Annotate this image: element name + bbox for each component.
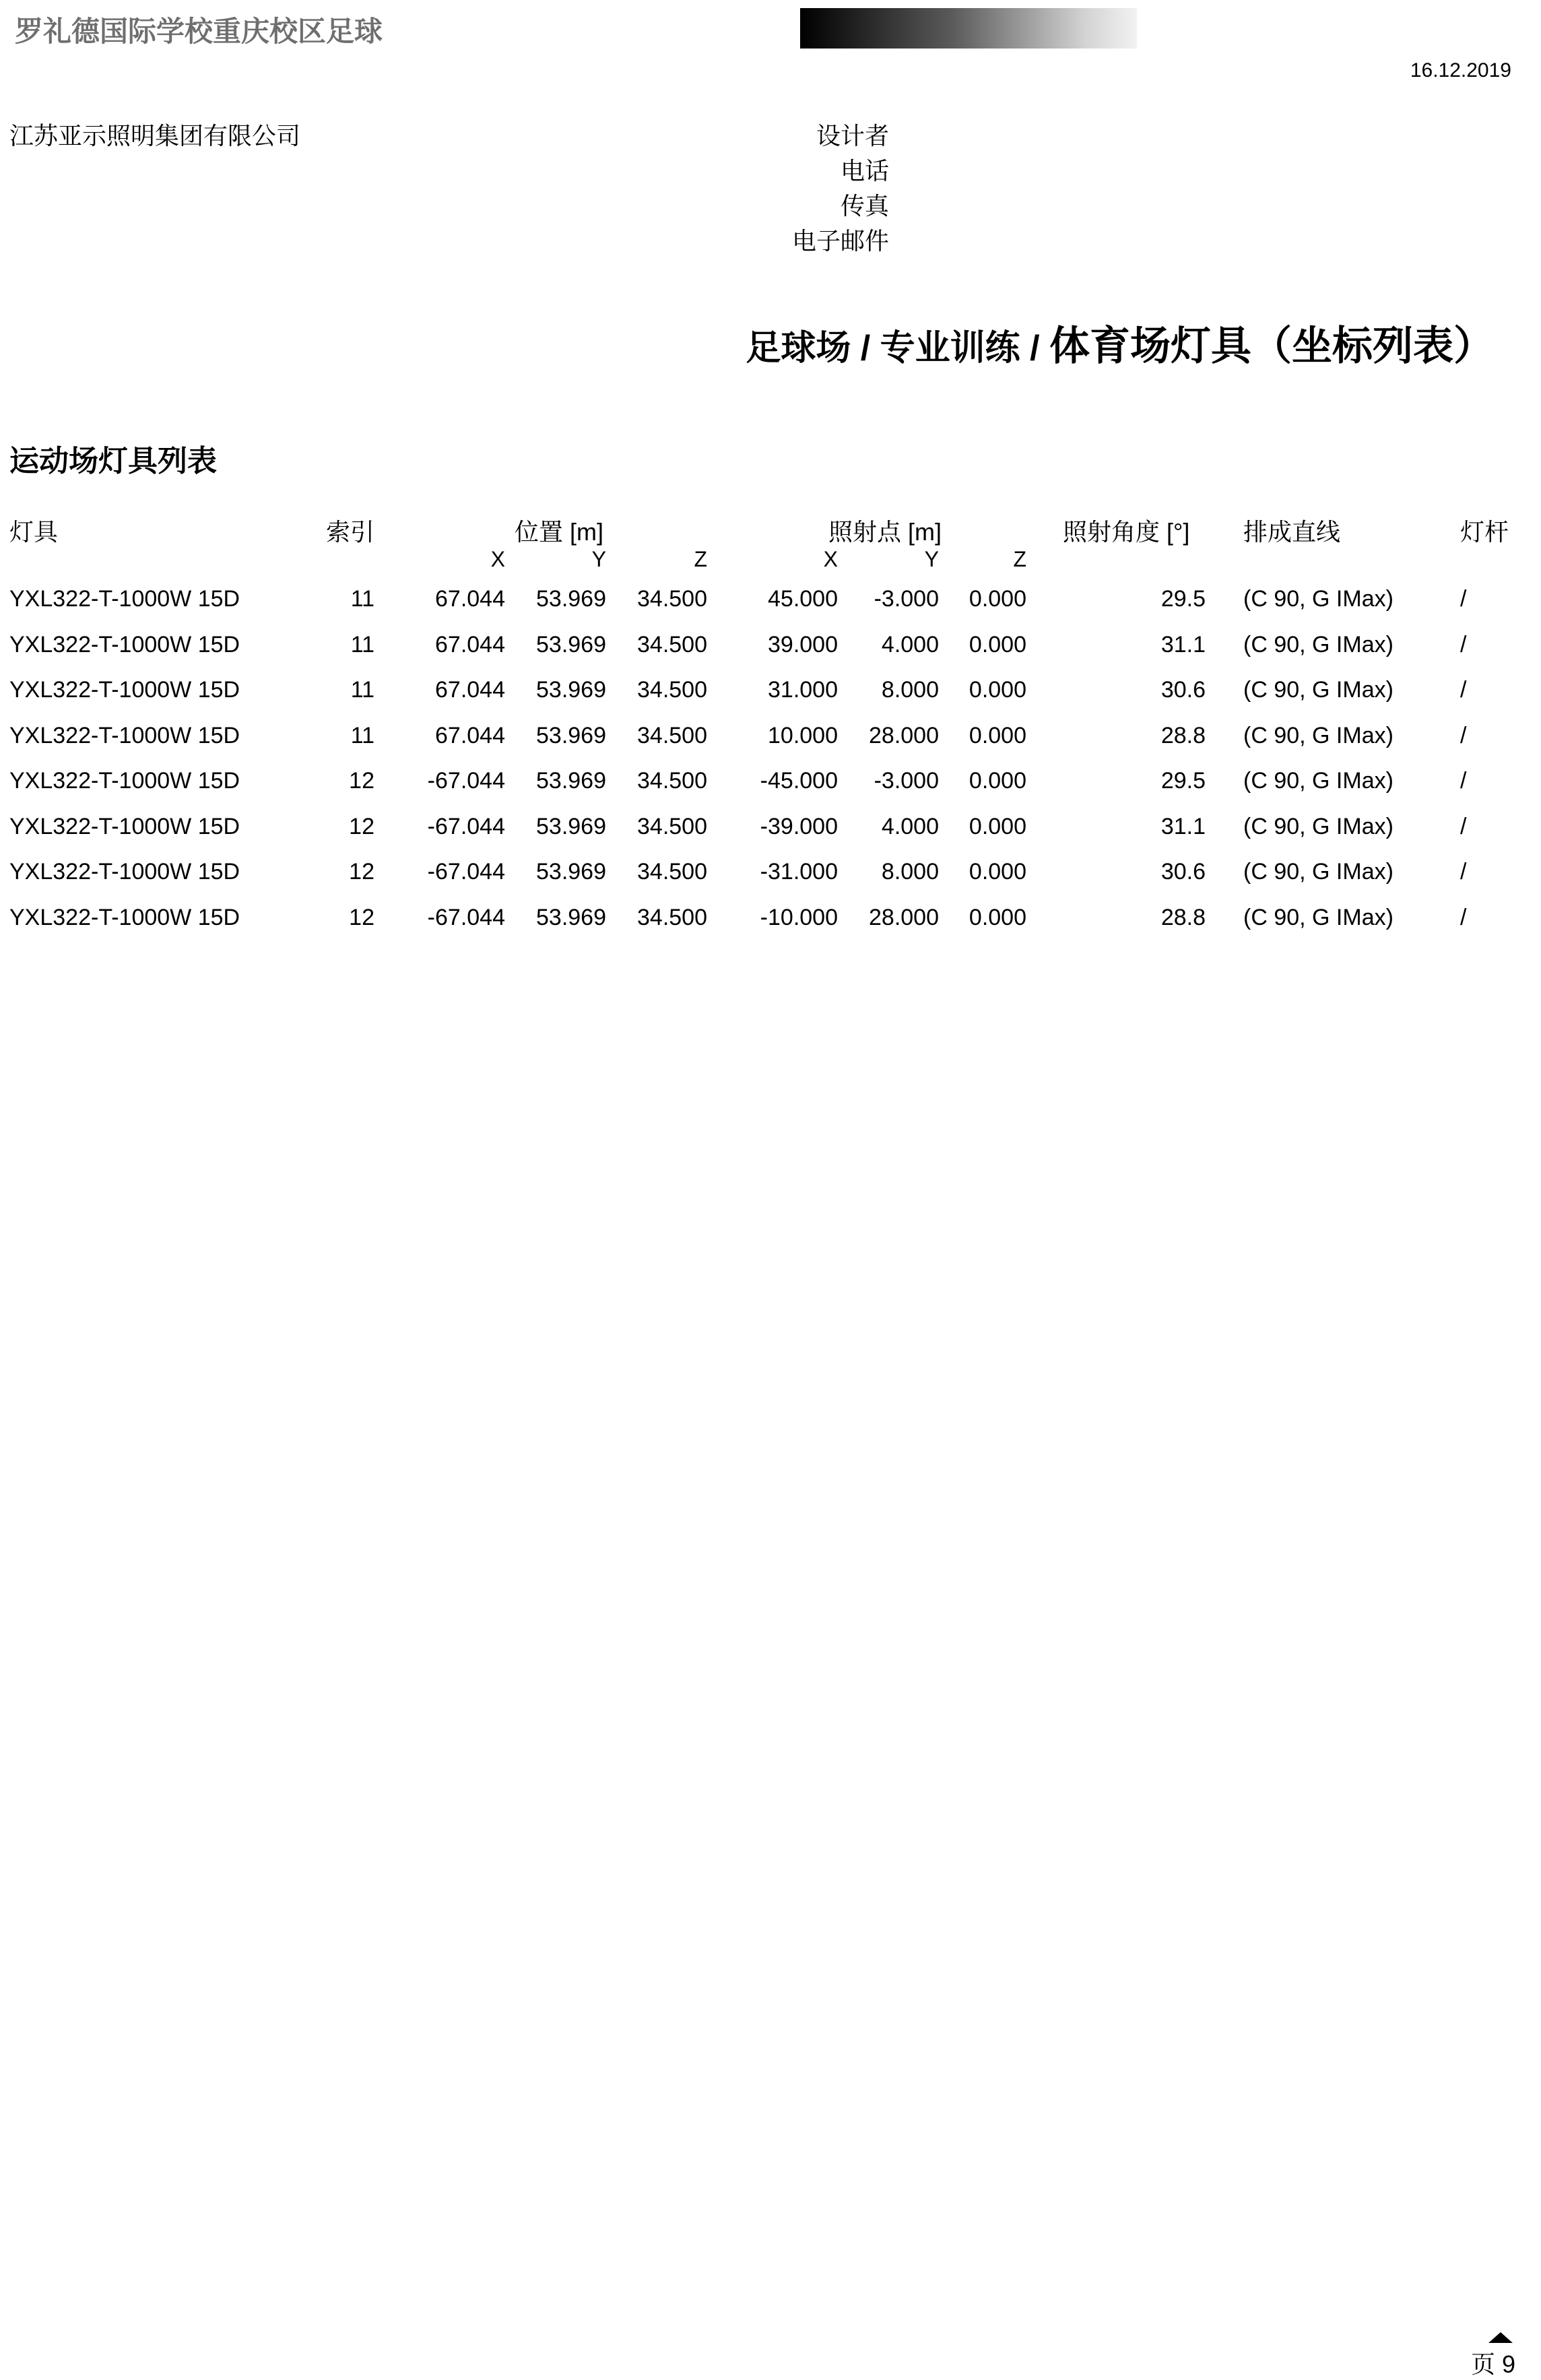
cell-align: (C 90, G IMax) <box>1243 586 1394 612</box>
cell-align: (C 90, G IMax) <box>1243 814 1394 839</box>
cell-pole: / <box>1460 677 1467 703</box>
cell-luminaire: YXL322-T-1000W 15D <box>9 905 240 930</box>
cell-az: 0.000 <box>969 814 1026 839</box>
col-header-position: 位置 [m] <box>515 518 603 546</box>
cell-align: (C 90, G IMax) <box>1243 905 1394 930</box>
sub-header-aim-x: X <box>823 547 838 571</box>
cell-az: 0.000 <box>969 859 1026 885</box>
cell-ax: 39.000 <box>768 632 838 657</box>
col-header-pole: 灯杆 <box>1460 518 1509 546</box>
cell-ay: 4.000 <box>881 814 939 839</box>
cell-z: 34.500 <box>637 859 707 885</box>
contact-email-label: 电子邮件 <box>791 227 889 255</box>
cell-y: 53.969 <box>536 905 606 930</box>
cell-x: -67.044 <box>427 814 505 839</box>
contact-fax-label: 传真 <box>840 192 889 220</box>
cell-ay: -3.000 <box>874 768 939 794</box>
cell-z: 34.500 <box>637 814 707 839</box>
cell-ay: 28.000 <box>869 723 939 748</box>
cell-z: 34.500 <box>637 723 707 748</box>
cell-luminaire: YXL322-T-1000W 15D <box>9 723 240 748</box>
cell-az: 0.000 <box>969 632 1026 657</box>
cell-ax: -39.000 <box>760 814 838 839</box>
cell-tilt: 30.6 <box>1160 677 1206 703</box>
page-number: 页 9 <box>1470 2350 1515 2378</box>
cell-x: -67.044 <box>427 768 505 794</box>
contact-designer-label: 设计者 <box>816 122 889 150</box>
cell-tilt: 31.1 <box>1160 632 1206 657</box>
sub-header-pos-y: Y <box>591 547 606 571</box>
cell-align: (C 90, G IMax) <box>1243 768 1394 794</box>
cell-x: 67.044 <box>435 677 505 703</box>
cell-pole: / <box>1460 768 1467 794</box>
cell-az: 0.000 <box>969 586 1026 612</box>
sub-header-pos-z: Z <box>694 547 707 571</box>
sub-header-aim-y: Y <box>924 547 939 571</box>
cell-ax: 31.000 <box>768 677 838 703</box>
cell-tilt: 28.8 <box>1160 723 1206 748</box>
cell-y: 53.969 <box>536 677 606 703</box>
cell-luminaire: YXL322-T-1000W 15D <box>9 586 240 612</box>
cell-index: 11 <box>350 586 374 612</box>
cell-luminaire: YXL322-T-1000W 15D <box>9 814 240 839</box>
cell-tilt: 29.5 <box>1160 768 1206 794</box>
cell-pole: / <box>1460 814 1467 839</box>
project-title: 罗礼德国际学校重庆校区足球 <box>15 15 383 47</box>
cell-y: 53.969 <box>536 814 606 839</box>
cell-index: 11 <box>350 632 374 657</box>
col-header-index: 索引 <box>326 518 375 546</box>
cell-index: 11 <box>350 723 374 748</box>
cell-index: 12 <box>349 814 374 839</box>
cell-ay: 8.000 <box>881 677 939 703</box>
cell-index: 12 <box>349 905 374 930</box>
cell-y: 53.969 <box>536 768 606 794</box>
sub-header-aim-z: Z <box>1013 547 1026 571</box>
cell-align: (C 90, G IMax) <box>1243 632 1394 657</box>
cell-z: 34.500 <box>637 677 707 703</box>
cell-luminaire: YXL322-T-1000W 15D <box>9 632 240 657</box>
page-up-arrow-icon <box>1488 2332 1513 2343</box>
header-gradient-bar <box>800 8 1137 49</box>
cell-tilt: 31.1 <box>1160 814 1206 839</box>
cell-z: 34.500 <box>637 632 707 657</box>
cell-x: 67.044 <box>435 586 505 612</box>
report-title-part1: 足球场 / 专业训练 / <box>746 329 1049 368</box>
cell-ay: 28.000 <box>869 905 939 930</box>
cell-ay: 4.000 <box>881 632 939 657</box>
cell-pole: / <box>1460 905 1467 930</box>
cell-luminaire: YXL322-T-1000W 15D <box>9 859 240 885</box>
cell-z: 34.500 <box>637 768 707 794</box>
col-header-luminaire: 灯具 <box>9 518 59 546</box>
cell-ax: -45.000 <box>760 768 838 794</box>
cell-align: (C 90, G IMax) <box>1243 677 1394 703</box>
cell-ax: -10.000 <box>760 905 838 930</box>
cell-index: 12 <box>349 768 374 794</box>
cell-y: 53.969 <box>536 632 606 657</box>
cell-x: 67.044 <box>435 723 505 748</box>
cell-x: -67.044 <box>427 905 505 930</box>
cell-x: 67.044 <box>435 632 505 657</box>
cell-tilt: 28.8 <box>1160 905 1206 930</box>
cell-index: 11 <box>350 677 374 703</box>
cell-tilt: 30.6 <box>1160 859 1206 885</box>
cell-y: 53.969 <box>536 586 606 612</box>
cell-pole: / <box>1460 586 1467 612</box>
sub-header-pos-x: X <box>490 547 505 571</box>
report-title <box>746 314 1494 372</box>
cell-x: -67.044 <box>427 859 505 885</box>
section-title: 运动场灯具列表 <box>9 445 217 478</box>
cell-az: 0.000 <box>969 768 1026 794</box>
cell-luminaire: YXL322-T-1000W 15D <box>9 677 240 703</box>
cell-ax: -31.000 <box>760 859 838 885</box>
cell-index: 12 <box>349 859 374 885</box>
cell-az: 0.000 <box>969 905 1026 930</box>
cell-pole: / <box>1460 859 1467 885</box>
cell-y: 53.969 <box>536 859 606 885</box>
cell-z: 34.500 <box>637 905 707 930</box>
company-name: 江苏亚示照明集团有限公司 <box>9 122 301 150</box>
col-header-aim-point: 照射点 [m] <box>828 518 942 546</box>
cell-ay: -3.000 <box>874 586 939 612</box>
col-header-alignment: 排成直线 <box>1243 518 1341 546</box>
cell-pole: / <box>1460 723 1467 748</box>
cell-az: 0.000 <box>969 677 1026 703</box>
contact-phone-label: 电话 <box>840 157 889 185</box>
cell-luminaire: YXL322-T-1000W 15D <box>9 768 240 794</box>
report-title-part2: 体育场灯具（坐标列表） <box>1049 323 1494 368</box>
cell-y: 53.969 <box>536 723 606 748</box>
report-date: 16.12.2019 <box>1410 59 1511 82</box>
col-header-tilt: 照射角度 [°] <box>1063 518 1190 546</box>
cell-z: 34.500 <box>637 586 707 612</box>
cell-tilt: 29.5 <box>1160 586 1206 612</box>
cell-pole: / <box>1460 632 1467 657</box>
cell-ay: 8.000 <box>881 859 939 885</box>
cell-align: (C 90, G IMax) <box>1243 859 1394 885</box>
cell-ax: 10.000 <box>768 723 838 748</box>
cell-ax: 45.000 <box>768 586 838 612</box>
cell-az: 0.000 <box>969 723 1026 748</box>
cell-align: (C 90, G IMax) <box>1243 723 1394 748</box>
